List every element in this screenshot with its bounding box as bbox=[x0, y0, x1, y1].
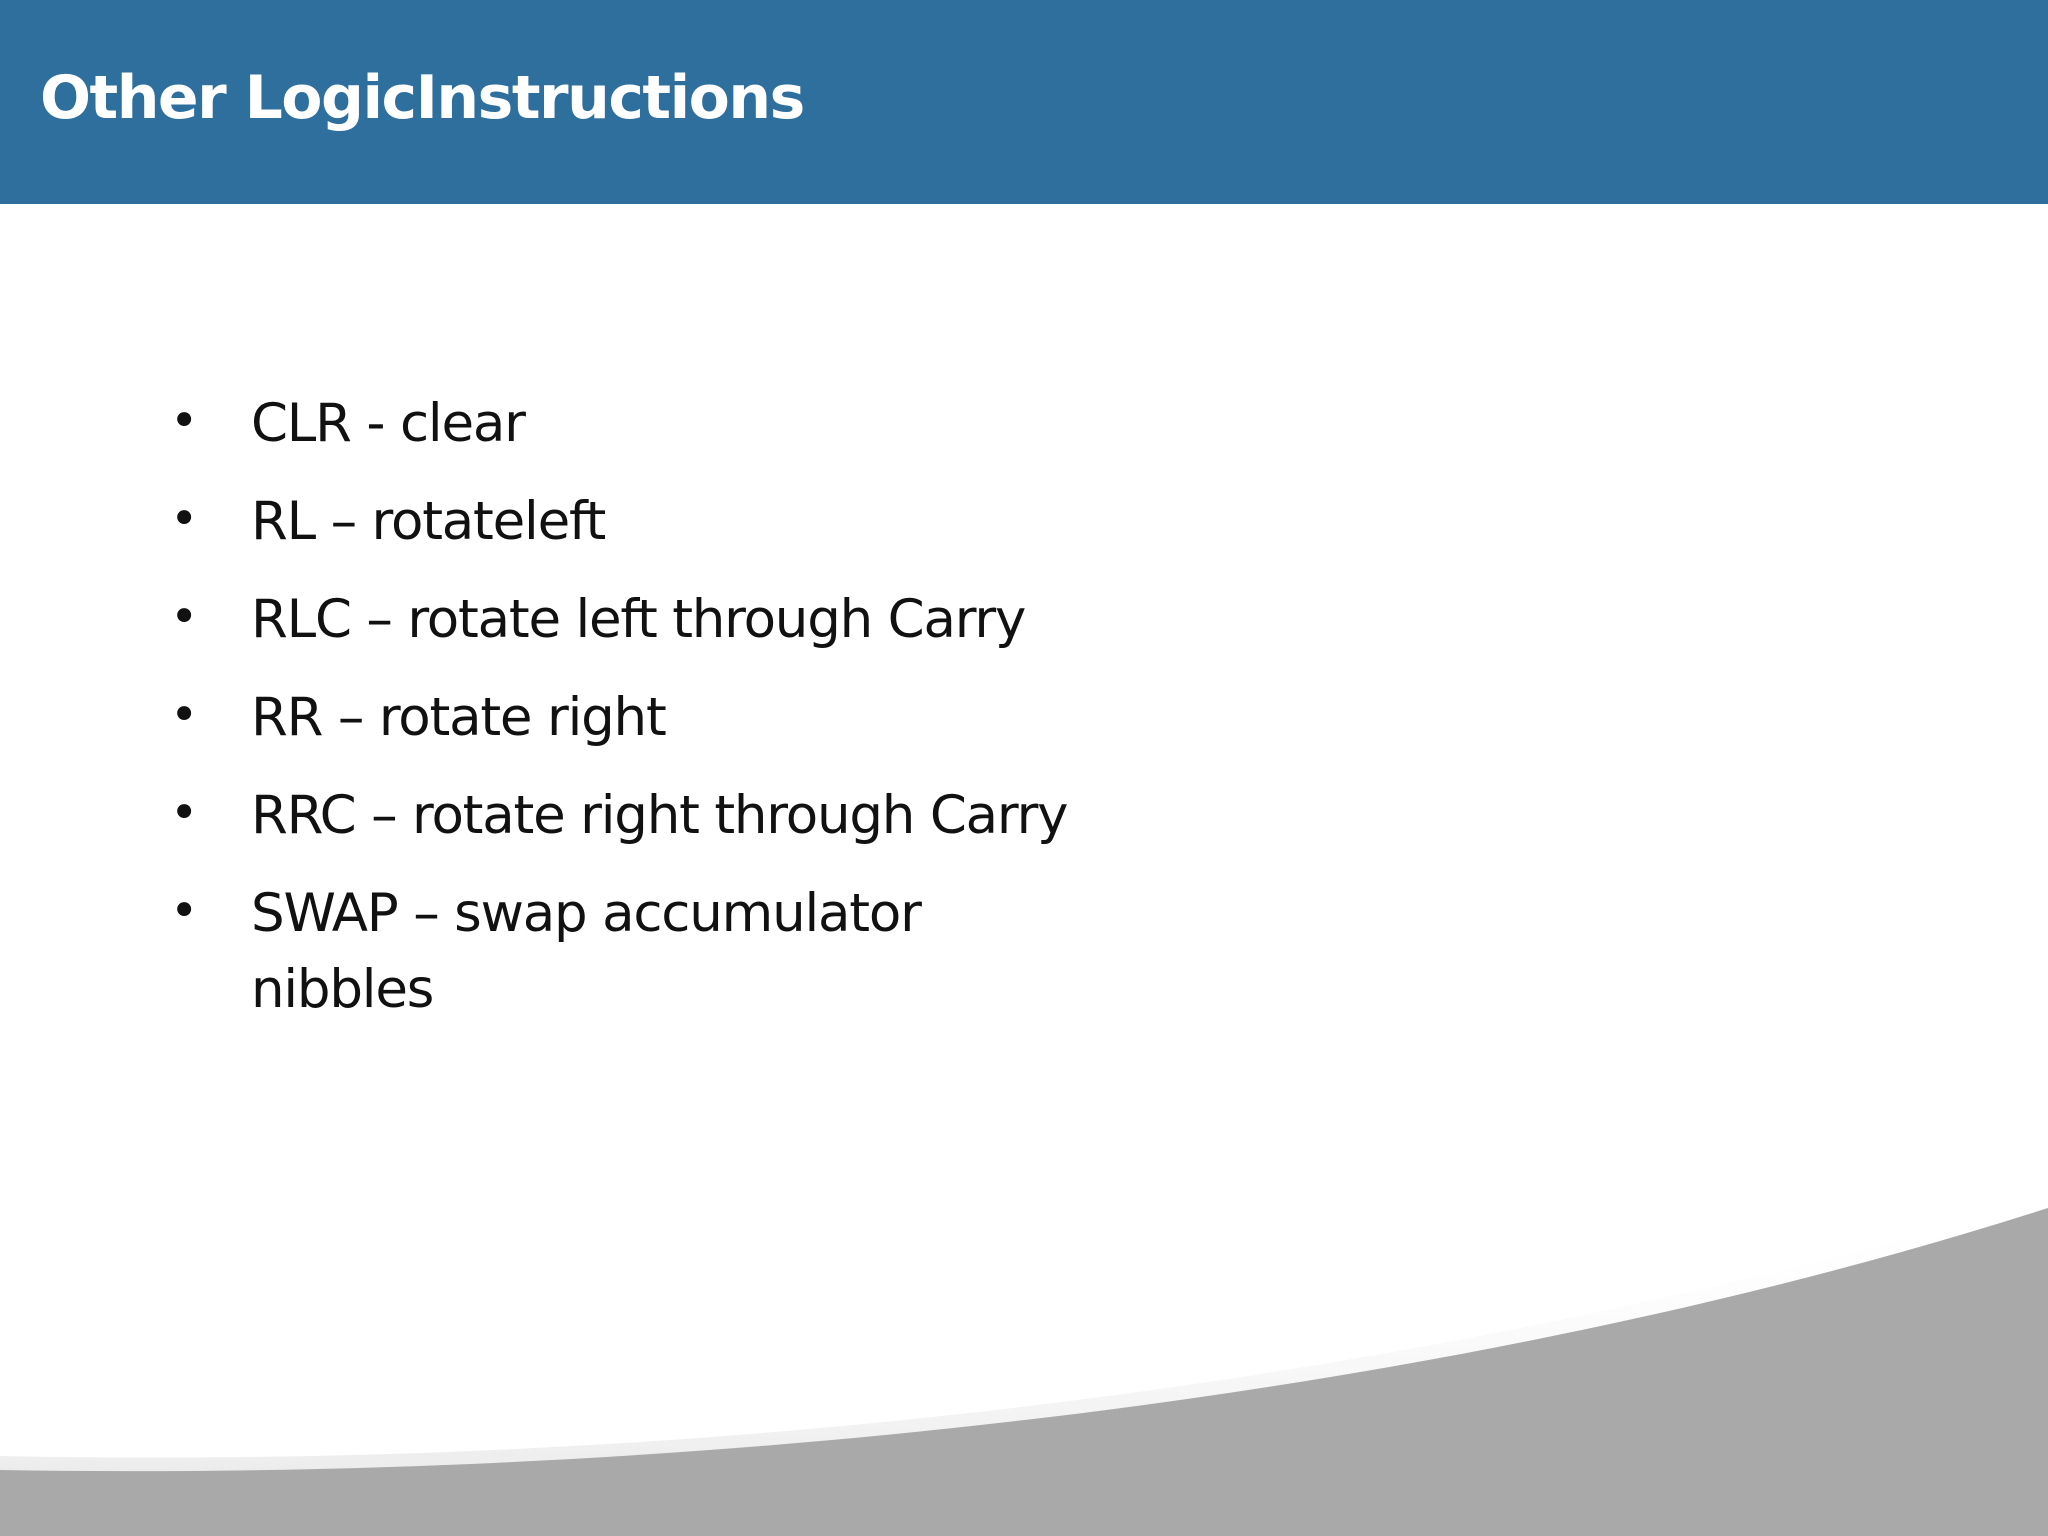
bullet-item bbox=[170, 876, 1070, 1028]
bullet-text: CLR - clear bbox=[251, 393, 525, 454]
bullet-item bbox=[170, 484, 1070, 560]
bullet-text: SWAP – swap accumulator nibbles bbox=[251, 883, 921, 1020]
bullet-text: RLC – rotate left through Carry bbox=[251, 589, 1026, 650]
bullet-item bbox=[170, 386, 1070, 462]
bullet-icon: • bbox=[170, 883, 198, 939]
swoosh-shape bbox=[0, 1208, 2048, 1536]
bullet-item bbox=[170, 778, 1070, 854]
bullet-text: RRC – rotate right through Carry bbox=[251, 785, 1068, 846]
title-bar bbox=[0, 0, 2048, 204]
slide-title: Other LogicInstructions bbox=[40, 63, 804, 133]
bullet-text: RL – rotateleft bbox=[251, 491, 606, 552]
bullet-icon: • bbox=[170, 491, 198, 547]
bullet-icon: • bbox=[170, 785, 198, 841]
bullet-icon: • bbox=[170, 687, 198, 743]
decorative-swoosh bbox=[0, 1180, 2048, 1536]
bullet-icon: • bbox=[170, 393, 198, 449]
bullet-item bbox=[170, 582, 1070, 658]
bullet-item bbox=[170, 680, 1070, 756]
bullet-list bbox=[170, 386, 1070, 1050]
bullet-icon: • bbox=[170, 589, 198, 645]
bullet-text: RR – rotate right bbox=[251, 687, 666, 748]
